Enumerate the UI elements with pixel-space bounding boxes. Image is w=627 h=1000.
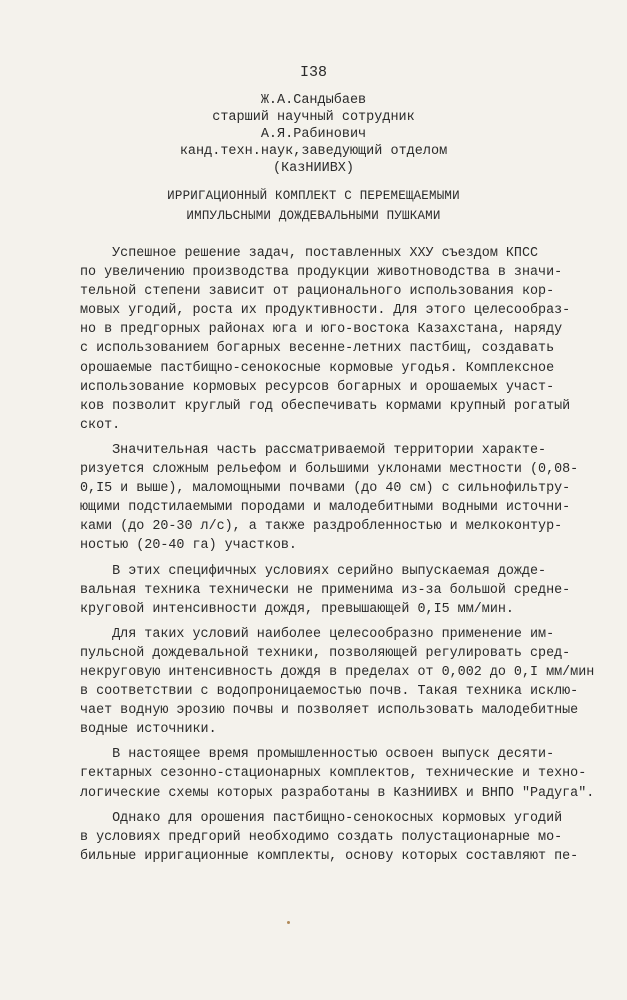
article-title bbox=[0, 186, 627, 226]
text-line: круговой интенсивности дождя, превышающей 0,I5 мм/мин. bbox=[80, 601, 514, 617]
author-name-1: Ж.А.Сандыбаев bbox=[260, 93, 367, 108]
paragraph bbox=[80, 244, 575, 435]
text-line: использование кормовых ресурсов богарных и орошаемых участ- bbox=[80, 379, 555, 395]
paragraph bbox=[80, 441, 579, 556]
text-line: чает водную эрозию почвы и позволяет использовать малодебитные bbox=[80, 703, 579, 719]
author-position-2: канд.техн.наук,заведующий отделом bbox=[179, 144, 448, 159]
paragraph bbox=[80, 745, 595, 802]
text-line: гектарных сезонно-стационарных комплектов, технические и техно- bbox=[80, 766, 587, 782]
text-line: пульсной дождевальной техники, позволяющей регулировать сред- bbox=[80, 645, 571, 661]
text-line: скот. bbox=[80, 417, 121, 433]
text-line: но в предгорных районах юга и юго-востока Казахстана, наряду bbox=[80, 322, 563, 338]
text-line: водные источники. bbox=[80, 722, 217, 738]
text-line: ков позволит круглый год обеспечивать кормами крупный рогатый bbox=[80, 398, 571, 414]
article-body bbox=[80, 244, 595, 872]
text-line: по увеличению производства продукции животноводства в значи- bbox=[80, 265, 563, 281]
paragraph bbox=[80, 809, 579, 866]
text-line: мовых угодий, роста их продуктивности. Для этого целесообраз- bbox=[80, 303, 571, 319]
text-line: В настоящее время промышленностью освоен выпуск десяти- bbox=[80, 747, 555, 763]
paragraph bbox=[80, 625, 595, 740]
text-line: в соответствии с водопроницаемостью почв. Такая техника исклю- bbox=[80, 684, 579, 700]
text-line: ностью (20-40 га) участков. bbox=[80, 538, 297, 554]
text-line: тельной степени зависит от рационального использования кор- bbox=[80, 284, 555, 300]
author-affiliation: (КазНИИВХ) bbox=[272, 161, 354, 176]
paper-speck bbox=[287, 921, 290, 924]
text-line: вальная техника технически не применима из-за большой средне- bbox=[80, 582, 571, 598]
text-line: Однако для орошения пастбищно-сенокосных кормовых угодий bbox=[80, 810, 563, 826]
text-line: ющими подстилаемыми породами и малодебитными водными источни- bbox=[80, 500, 571, 516]
text-line: 0,I5 и выше), маломощными почвами (до 40 см) с сильнофильтру- bbox=[80, 481, 571, 497]
author-name-2: А.Я.Рабинович bbox=[260, 127, 367, 142]
text-line: логические схемы которых разработаны в КазНИИВХ и ВНПО "Радуга". bbox=[80, 785, 595, 801]
authors-block bbox=[0, 92, 627, 177]
text-line: Успешное решение задач, поставленных XXУ съездом КПСС bbox=[80, 246, 539, 261]
title-line: ИРРИГАЦИОННЫЙ КОМПЛЕКТ С ПЕРЕМЕЩАЕМЫМИ bbox=[167, 189, 460, 203]
text-line: бильные ирригационные комплекты, основу которых составляют пе- bbox=[80, 848, 579, 864]
text-line: ризуется сложным рельефом и большими уклонами местности (0,08- bbox=[80, 462, 579, 478]
text-line: Для таких условий наиболее целесообразно применение им- bbox=[80, 626, 555, 642]
text-line: В этих специфичных условиях серийно выпускаемая дожде- bbox=[80, 563, 547, 579]
title-line: ИМПУЛЬСНЫМИ ДОЖДЕВАЛЬНЫМИ ПУШКАМИ bbox=[186, 209, 441, 223]
text-line: некруговую интенсивность дождя в пределах от 0,002 до 0,I мм/мин bbox=[80, 664, 595, 680]
paragraph bbox=[80, 562, 575, 619]
text-line: с использованием богарных весенне-летних пастбищ, создавать bbox=[80, 341, 555, 357]
text-line: орошаемые пастбищно-сенокосные кормовые угодья. Комплексное bbox=[80, 360, 555, 376]
author-position-1: старший научный сотрудник bbox=[212, 110, 415, 125]
page-number: I38 bbox=[299, 64, 327, 81]
text-line: в условиях предгорий необходимо создать полустационарные мо- bbox=[80, 829, 563, 845]
text-line: Значительная часть рассматриваемой территории характе- bbox=[80, 442, 547, 458]
text-line: ками (до 20-30 л/с), а также раздробленностью и мелкоконтур- bbox=[80, 519, 563, 535]
